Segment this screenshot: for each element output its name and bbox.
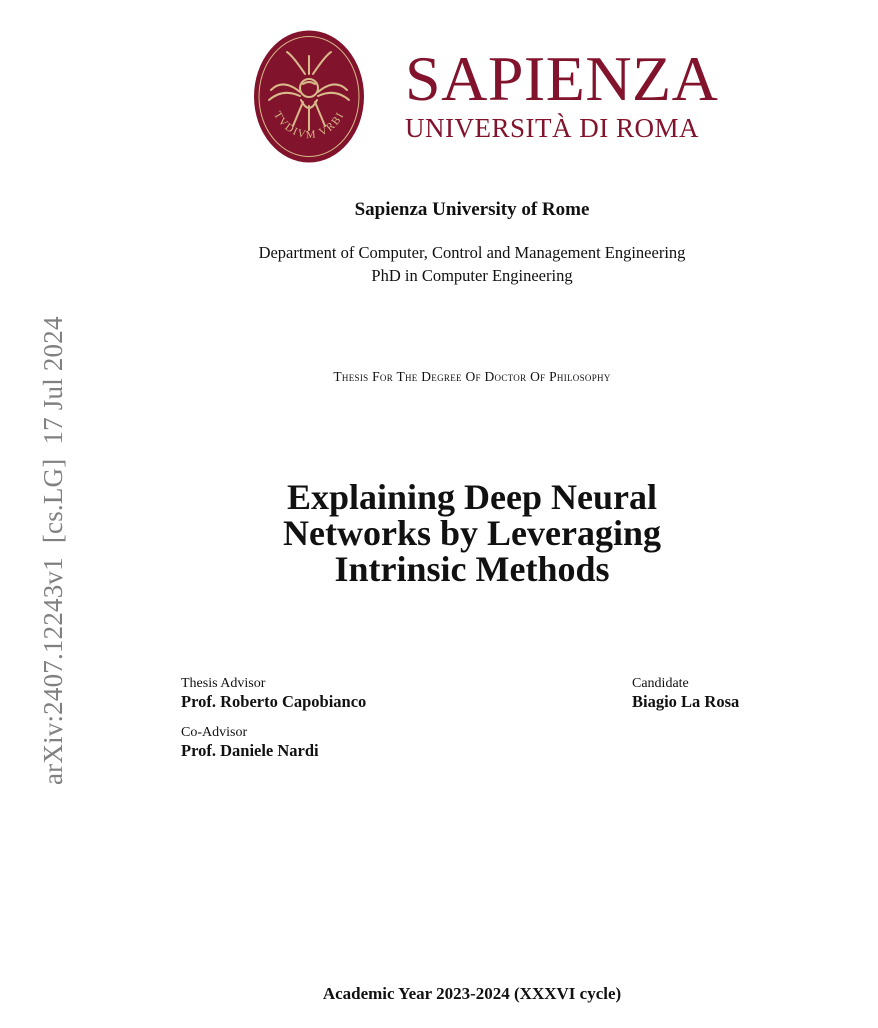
candidate-name: Biagio La Rosa	[632, 692, 740, 711]
wordmark-line1: SAPIENZA	[405, 43, 719, 114]
arxiv-category: [cs.LG]	[38, 458, 68, 544]
candidate-block	[632, 676, 739, 712]
title-line-2: Networks by Leveraging	[283, 513, 661, 553]
coadvisor-label: Co-Advisor	[181, 725, 248, 740]
arxiv-stamp	[37, 316, 69, 785]
arxiv-id: arXiv:2407.12243v1	[38, 557, 68, 785]
coadvisor-name: Prof. Daniele Nardi	[181, 741, 319, 760]
advisor-block	[181, 676, 366, 712]
thesis-degree-line: Thesis For The Degree Of Doctor Of Philosophy	[333, 369, 611, 384]
arxiv-date: 17 Jul 2024	[38, 316, 68, 445]
thesis-title	[0, 479, 878, 587]
academic-year: Academic Year 2023-2024 (XXXVI cycle)	[322, 984, 622, 1003]
department-name: Department of Computer, Control and Management Engineering	[258, 243, 686, 262]
university-name: Sapienza University of Rome	[354, 199, 590, 220]
seal-motto: TVDIVM VRBI	[271, 109, 347, 142]
title-line-1: Explaining Deep Neural	[286, 477, 658, 517]
wordmark-line2: UNIVERSITÀ DI ROMA	[405, 113, 699, 143]
advisor-label: Thesis Advisor	[181, 676, 266, 691]
sapienza-seal-logo	[253, 30, 365, 163]
coadvisor-block	[181, 725, 319, 761]
program-name: PhD in Computer Engineering	[371, 266, 573, 285]
advisor-name: Prof. Roberto Capobianco	[181, 692, 367, 711]
sapienza-wordmark	[405, 43, 719, 144]
candidate-label: Candidate	[632, 676, 689, 691]
title-line-3: Intrinsic Methods	[334, 549, 610, 589]
